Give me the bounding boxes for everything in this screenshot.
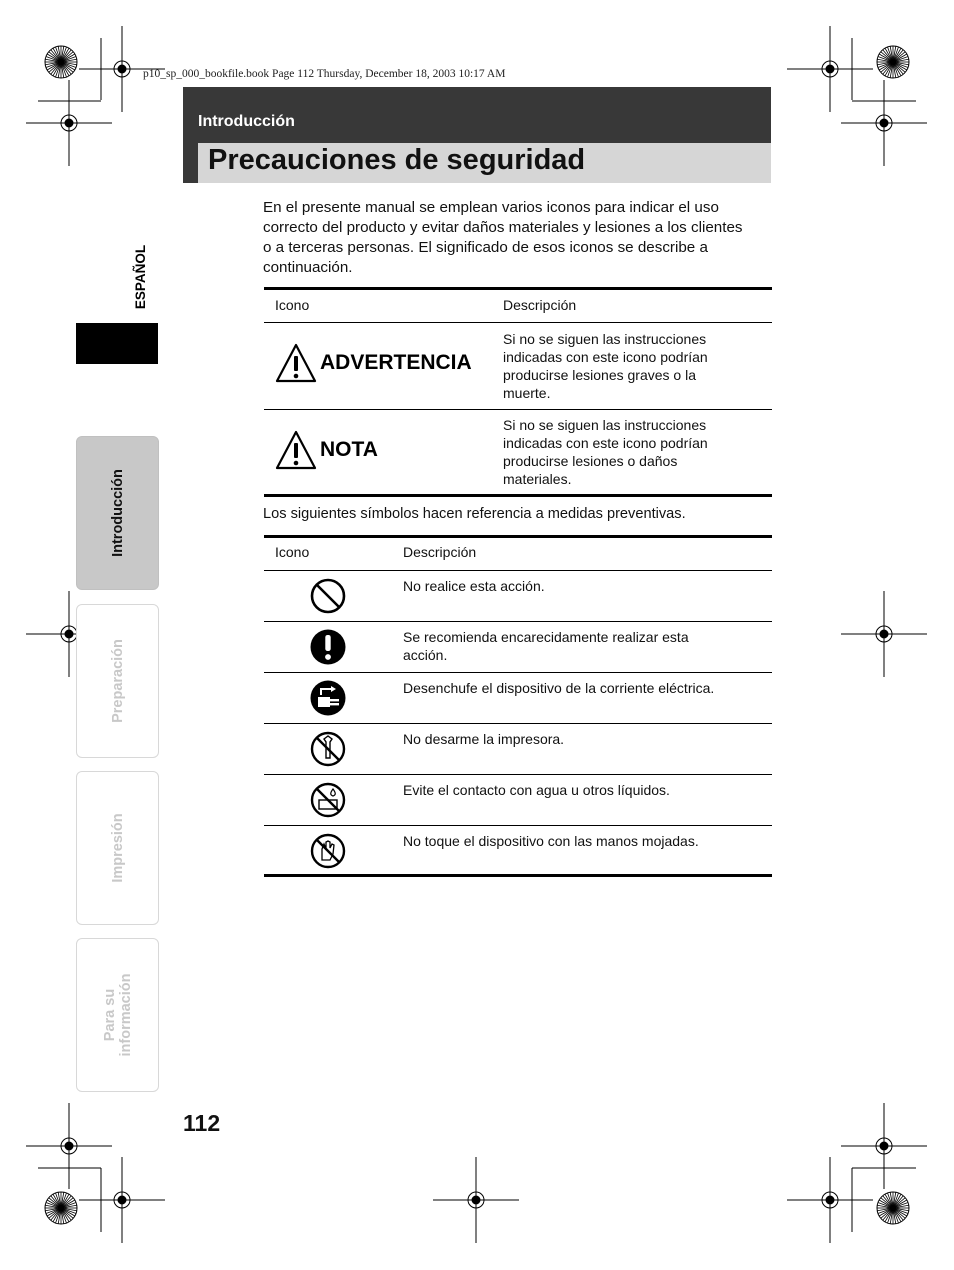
table-divider [264, 723, 772, 724]
prohibited-icon [309, 577, 347, 615]
symbol-description: Se recomienda encarecidamente realizar esta acción. [403, 629, 689, 663]
side-tab-label: Preparación [109, 639, 126, 723]
warning-triangle-icon [275, 430, 317, 470]
language-label-container [116, 237, 166, 317]
side-tab-label: Introducción [109, 469, 126, 557]
registration-rosette-mark [45, 46, 77, 78]
table-divider [264, 409, 772, 410]
no-disassemble-icon [309, 730, 347, 768]
table-divider [264, 672, 772, 673]
registration-rosette-mark [877, 1192, 909, 1224]
intro-line: o a terceras personas. El significado de esos iconos se describe a [263, 239, 708, 256]
registration-cross-mark [79, 1157, 165, 1243]
symbol-description: No realice esta acción. [403, 578, 545, 594]
symbol-description: No desarme la impresora. [403, 731, 565, 747]
symbol-description: No toque el dispositivo con las manos mojadas. [403, 833, 699, 849]
table-divider [264, 621, 772, 622]
table-header-description: Descripción [503, 297, 577, 313]
registration-rosette-mark [45, 1192, 77, 1224]
page-title: Precauciones de seguridad [208, 144, 586, 176]
language-marker-block [76, 323, 158, 364]
side-tab-label: Impresión [109, 813, 126, 883]
intro-line: continuación. [263, 259, 353, 276]
row-description: Si no se siguen las instrucciones indicadas con este icono podrían producirse lesiones o daños materiales. [503, 417, 708, 487]
registration-cross-mark [787, 1157, 873, 1243]
mandatory-exclamation-icon [309, 628, 347, 666]
side-tab-para-su-informacion[interactable] [76, 938, 159, 1092]
registration-cross-mark [787, 26, 873, 112]
section-label: Introducción [198, 113, 295, 130]
table-bottom-rule [264, 494, 772, 497]
symbol-description: Evite el contacto con agua u otros líquidos. [403, 782, 670, 798]
file-header: p10_sp_000_bookfile.book Page 112 Thursday, December 18, 2003 10:17 AM [143, 68, 506, 80]
registration-rosette-mark [877, 46, 909, 78]
registration-cross-mark [26, 1103, 112, 1189]
symbols-intro: Los siguientes símbolos hacen referencia a medidas preventivas. [263, 506, 686, 522]
table-bottom-rule [264, 874, 772, 877]
table-top-rule [264, 535, 772, 538]
advertencia-label: ADVERTENCIA [320, 351, 472, 374]
registration-cross-mark [433, 1157, 519, 1243]
table-header-icon: Icono [275, 297, 310, 313]
side-tab-introduccion[interactable] [76, 436, 159, 590]
intro-paragraph [263, 198, 773, 278]
unplug-icon [309, 679, 347, 717]
nota-label: NOTA [320, 438, 378, 461]
intro-line: correcto del producto y evitar daños materiales y lesiones a los clientes [263, 219, 743, 236]
table-divider [264, 825, 772, 826]
table-top-rule [264, 287, 772, 290]
registration-cross-mark [841, 1103, 927, 1189]
side-tab-label: Para su información [101, 973, 134, 1057]
registration-cross-mark [841, 591, 927, 677]
page-number: 112 [183, 1110, 221, 1136]
no-wet-hands-icon [309, 832, 347, 870]
side-tab-impresion[interactable] [76, 771, 159, 925]
language-label: ESPAÑOL [133, 244, 148, 310]
symbol-description: Desenchufe el dispositivo de la corriente eléctrica. [403, 680, 715, 696]
table-divider [264, 774, 772, 775]
side-tab-preparacion[interactable] [76, 604, 159, 758]
registration-cross-mark [26, 80, 112, 166]
table-divider [264, 322, 772, 323]
table-header-icon: Icono [275, 544, 310, 560]
row-description: Si no se siguen las instrucciones indicadas con este icono podrían producirse lesiones graves o la muerte. [503, 331, 708, 401]
warning-triangle-icon [275, 343, 317, 383]
registration-cross-mark [841, 80, 927, 166]
intro-line: En el presente manual se emplean varios iconos para indicar el uso [263, 199, 719, 216]
table-divider [264, 570, 772, 571]
no-liquid-icon [309, 781, 347, 819]
table-header-description: Descripción [403, 544, 477, 560]
